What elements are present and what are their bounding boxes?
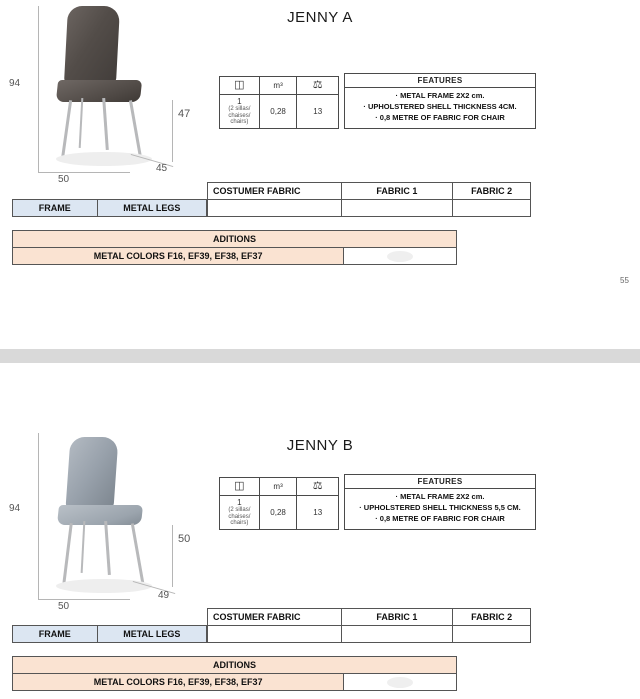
page-title: JENNY A: [287, 9, 353, 26]
chair-drawing-a: [0, 0, 210, 190]
color-swatch-icon: [387, 251, 413, 262]
chair-backrest-b: [65, 437, 118, 509]
page-title-b: JENNY B: [286, 437, 354, 454]
spec-box-count-b: 1: [237, 497, 242, 507]
table-row: [208, 183, 531, 200]
features-box-b: [344, 474, 536, 530]
table-row: [208, 609, 531, 626]
table-row: [208, 626, 531, 643]
features-title-b: FEATURES: [345, 475, 535, 489]
chair-leg-rear-left-a: [79, 98, 84, 148]
features-list-b: [345, 489, 535, 529]
features-item-a-0: · METAL FRAME 2X2 cm.: [395, 91, 485, 100]
aditions-title-a: ADITIONS: [13, 231, 457, 248]
features-title-a: FEATURES: [345, 74, 535, 88]
fabric-value2-b[interactable]: [453, 626, 531, 643]
fabric-table-a: [207, 182, 531, 217]
features-item-b-0: · METAL FRAME 2X2 cm.: [395, 492, 485, 501]
spec-header-volume-b: m³: [259, 478, 297, 496]
table-row: [208, 200, 531, 217]
fabric-col1-header-b: FABRIC 1: [341, 609, 453, 626]
fabric-value1-b[interactable]: [341, 626, 453, 643]
spec-value-box-b: [220, 496, 260, 530]
aditions-colors-b: METAL COLORS F16, EF39, EF38, EF37: [13, 674, 344, 691]
dim-seat-height-label-b: 50: [178, 533, 191, 545]
features-item-b-1: · UPHOLSTERED SHELL THICKNESS 5,5 CM.: [359, 502, 521, 512]
aditions-swatch-a[interactable]: [344, 248, 457, 265]
dim-depth-label-b: 49: [158, 590, 170, 601]
dim-depth-label-a: 45: [156, 163, 168, 174]
table-row: [13, 626, 207, 643]
chair-leg-rear-right-b: [104, 521, 111, 575]
spec-value-weight-b: 13: [297, 496, 339, 530]
fabric-col1-header-a: FABRIC 1: [341, 183, 453, 200]
dim-seat-height-label-a: 47: [178, 108, 191, 120]
spec-header-box-b: [220, 478, 260, 496]
features-item-a-2: · 0,8 METRE OF FABRIC FOR CHAIR: [375, 112, 505, 122]
table-row: [13, 674, 457, 691]
fabric-value1-a[interactable]: [341, 200, 453, 217]
spec-header-weight-b: [297, 478, 339, 496]
chair-drawing-b: [0, 425, 210, 615]
chair-shadow-a: [56, 152, 152, 166]
chair-leg-front-left-b: [62, 523, 73, 585]
dim-height-label-b: 94: [9, 503, 21, 514]
spec-value-volume-a: 0,28: [259, 95, 297, 129]
box-icon: ◫: [234, 480, 245, 492]
aditions-table-b: [12, 656, 457, 691]
features-list-a: [345, 88, 535, 128]
weight-icon: ⚖: [312, 79, 323, 91]
spec-header-weight-a: [297, 77, 339, 95]
fabric-label-b: COSTUMER FABRIC: [208, 609, 342, 626]
fabric-value0-a[interactable]: [208, 200, 342, 217]
spec-header-box-a: [220, 77, 260, 95]
fabric-col2-header-b: FABRIC 2: [453, 609, 531, 626]
chair-seat-b: [57, 505, 143, 525]
metal-legs-label-b: METAL LEGS: [97, 626, 206, 643]
page-number: 55: [620, 276, 629, 285]
dim-width-label-b: 50: [58, 601, 70, 612]
features-item-b-2: · 0,8 METRE OF FABRIC FOR CHAIR: [375, 513, 505, 523]
frame-legs-table-b: [12, 625, 207, 643]
table-row: [13, 231, 457, 248]
aditions-title-b: ADITIONS: [13, 657, 457, 674]
spec-table-b: [219, 477, 339, 530]
product-panel-jenny-a: [0, 0, 640, 348]
metal-legs-label-a: METAL LEGS: [97, 200, 206, 217]
frame-label-b: FRAME: [13, 626, 98, 643]
spec-table-a: [219, 76, 339, 129]
spec-box-note-b: (2 sillas/ chaises/ chairs): [228, 506, 251, 527]
spec-box-note-a: (2 sillas/ chaises/ chairs): [228, 105, 251, 126]
chair-leg-front-right-b: [131, 523, 144, 583]
chair-leg-rear-right-a: [102, 98, 109, 150]
fabric-table-b: [207, 608, 531, 643]
spec-value-weight-a: 13: [297, 95, 339, 129]
fabric-value0-b[interactable]: [208, 626, 342, 643]
dim-seat-line-b: [172, 525, 173, 587]
dim-vertical-line-b: [38, 433, 39, 599]
table-row: [13, 248, 457, 265]
fabric-col2-header-a: FABRIC 2: [453, 183, 531, 200]
chair-seat-a: [56, 80, 142, 102]
table-row: [13, 657, 457, 674]
fabric-value2-a[interactable]: [453, 200, 531, 217]
fabric-label-a: COSTUMER FABRIC: [208, 183, 342, 200]
spec-value-volume-b: 0,28: [259, 496, 297, 530]
table-row: [13, 200, 207, 217]
spec-header-volume-a: m³: [259, 77, 297, 95]
features-item-a-1: · UPHOLSTERED SHELL THICKNESS 4CM.: [363, 101, 517, 111]
features-box-a: [344, 73, 536, 129]
weight-icon: ⚖: [312, 480, 323, 492]
chair-leg-rear-left-b: [81, 521, 86, 573]
chair-leg-front-right-a: [129, 100, 142, 158]
spec-value-box-a: [220, 95, 260, 129]
aditions-colors-a: METAL COLORS F16, EF39, EF38, EF37: [13, 248, 344, 265]
panel-divider: [0, 349, 640, 363]
dim-vertical-line-a: [38, 6, 39, 172]
product-panel-jenny-b: [0, 363, 640, 699]
frame-legs-table-a: [12, 199, 207, 217]
dim-seat-line-a: [172, 100, 173, 162]
color-swatch-icon: [387, 677, 413, 688]
aditions-swatch-b[interactable]: [344, 674, 457, 691]
chair-backrest-a: [64, 6, 120, 84]
aditions-table-a: [12, 230, 457, 265]
dim-width-line-b: [38, 599, 130, 600]
dim-height-label-a: 94: [9, 78, 21, 89]
dim-width-label-a: 50: [58, 174, 70, 185]
box-icon: ◫: [234, 79, 245, 91]
frame-label-a: FRAME: [13, 200, 98, 217]
spec-box-count-a: 1: [237, 96, 242, 106]
chair-leg-front-left-a: [61, 100, 72, 160]
dim-width-line-a: [38, 172, 130, 173]
chair-shadow-b: [56, 579, 152, 593]
